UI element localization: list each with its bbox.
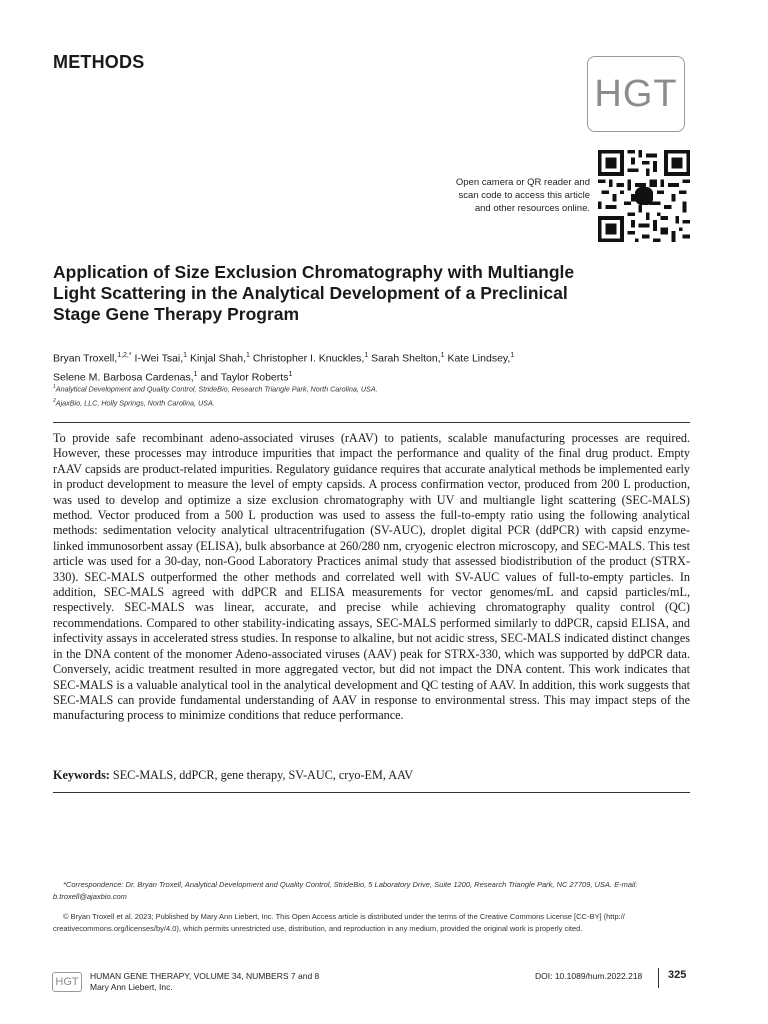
keywords-label: Keywords:: [53, 768, 110, 782]
author-name: and Taylor Roberts: [200, 371, 289, 383]
article-title: [53, 262, 673, 325]
author-affiliation-marker: 1: [440, 352, 445, 359]
abstract-bottom-rule: [53, 792, 690, 793]
license-line: creativecommons.org/licenses/by/4.0), which permits unrestricted use, distribution, and reproduction in any medium, provided the original work is properly cited.: [53, 923, 583, 933]
correspondence-email[interactable]: b.troxell@ajaxbio.com: [53, 891, 127, 901]
keywords: [53, 768, 690, 783]
correspondence-footnote: [53, 879, 693, 902]
license-line: © Bryan Troxell et al. 2023; Published by Mary Ann Liebert, Inc. This Open Access article is distributed under the terms of the Creative Commons License [CC-BY] (http://: [63, 912, 625, 921]
license-footnote: [53, 911, 693, 934]
qr-note: [440, 176, 590, 215]
title-line: Light Scattering in the Analytical Development of a Preclinical: [53, 283, 568, 303]
keywords-text: SEC-MALS, ddPCR, gene therapy, SV-AUC, cryo-EM, AAV: [112, 768, 414, 782]
affiliation: [53, 381, 693, 395]
qr-note-line: Open camera or QR reader and: [455, 177, 590, 188]
affiliation-marker: 1: [53, 384, 56, 390]
author-name: Christopher I. Knuckles,: [252, 352, 365, 365]
author-affiliation-marker: 1,2,*: [117, 352, 132, 359]
author-affiliation-marker: 1: [364, 352, 369, 359]
author-name: Bryan Troxell,: [53, 352, 118, 365]
journal-logo-text: HGT: [594, 72, 678, 115]
footer-journal-logo: [52, 972, 82, 992]
author-affiliation-marker: 1: [288, 370, 293, 378]
footer-logo-text: HGT: [55, 976, 79, 988]
title-line: Application of Size Exclusion Chromatography with Multiangle: [53, 262, 575, 282]
abstract-top-rule: [53, 422, 690, 423]
title-line: Stage Gene Therapy Program: [53, 304, 300, 324]
doi[interactable]: DOI: 10.1089/hum.2022.218: [535, 971, 643, 981]
footer-journal-info: [90, 971, 319, 993]
qr-note-line: scan code to access this article: [458, 190, 590, 201]
page-number: 325: [668, 969, 687, 981]
affiliation-text: Analytical Development and Quality Control, StrideBio, Research Triangle Park, North Carolina, USA.: [55, 384, 378, 394]
author-name: Sarah Shelton,: [371, 352, 441, 365]
affiliations: [53, 381, 693, 410]
affiliation: [53, 395, 693, 409]
author-name: I-Wei Tsai,: [134, 352, 184, 365]
section-label: METHODS: [53, 52, 145, 72]
author-affiliation-marker: 1: [193, 370, 198, 378]
qr-code-icon[interactable]: [598, 150, 690, 242]
page-number-divider: [658, 968, 659, 988]
journal-volume: HUMAN GENE THERAPY, VOLUME 34, NUMBERS 7 and 8: [90, 971, 320, 981]
author-affiliation-marker: 1: [183, 352, 188, 359]
author-affiliation-marker: 1: [246, 352, 250, 359]
author-name: Selene M. Barbosa Cardenas,: [53, 371, 194, 383]
abstract: To provide safe recombinant adeno-associated viruses (rAAV) to patients, scalable manufacturing processes are required. However, these processes may introduce impurities that impact the performance and quality of the final drug product. Empty rAAV capsids are product-related impurities. Regulatory guidance requires that accurate analytical methods be implemented early in product development to measure the level of empty capsids. A process confirmation vector, produced from 200 L production, was used to develop and optimize a size exclusion chromatography with UV and multiangle light scattering (SEC-MALS) method. Vector produced from a 500 L production was used to assess the full-to-empty ratio using the following analytical methods: sedimentation velocity analytical ultracentrifugation (SV-AUC), droplet digital PCR (ddPCR) with capsid enzyme-linked immunosorbent assay (ELISA), bulk absorbance at 260/280 nm, cryogenic electron microscopy, and SEC-MALS. This test article was used for a 30-day, non-Good Laboratory Practices animal study that assessed biodistribution of the product (STRX-330). SEC-MALS outperformed the other methods and correlated well with SV-AUC values of full-to-empty particles. In addition, SEC-MALS agreed with ddPCR and ELISA measurements for vector genomes/mL and capsid particles/mL, respectively. SEC-MALS was linear, accurate, and precise while achieving chromatography quality control (QC) recommendations. Compared to other stability-indicating assays, SEC-MALS performed similarly to ddPCR, capsid ELISA, and infectivity assays in accelerated stress studies. In response to alkaline, but not acidic stress, SEC-MALS indicated distinct changes in the DNA content of the monomer Adeno-associated viruses (AAV) peak for STRX-330, which was supported by ddPCR data. Conversely, acidic treatment resulted in more aggregated vector, but did not impact the DNA content. This work indicates that SEC-MALS is a valuable analytical tool in the analytical development and QC testing of AAV. In addition, this work suggests that SEC-MALS can provide fundamental understanding of AAV in response to environmental stress. This may impact steps of the manufacturing process to minimize conditions that reduce performance.: [53, 431, 690, 723]
correspondence-line: *Correspondence: Dr. Bryan Troxell, Analytical Development and Quality Control, StrideBio, 5 Laboratory Drive, Suite 1200, Research Triangle Park, NC 27709, USA. E-mail:: [63, 880, 638, 889]
affiliation-text: AjaxBio, LLC, Holly Springs, North Carolina, USA.: [55, 398, 215, 408]
author-name: Kinjal Shah,: [189, 352, 247, 365]
author-affiliation-marker: 1: [510, 352, 515, 359]
author-list: [53, 348, 693, 385]
author-name: Kate Lindsey,: [447, 352, 511, 365]
journal-logo: [587, 56, 685, 132]
publisher: Mary Ann Liebert, Inc.: [90, 982, 173, 992]
qr-note-line: and other resources online.: [474, 203, 590, 214]
affiliation-marker: 2: [53, 398, 56, 405]
